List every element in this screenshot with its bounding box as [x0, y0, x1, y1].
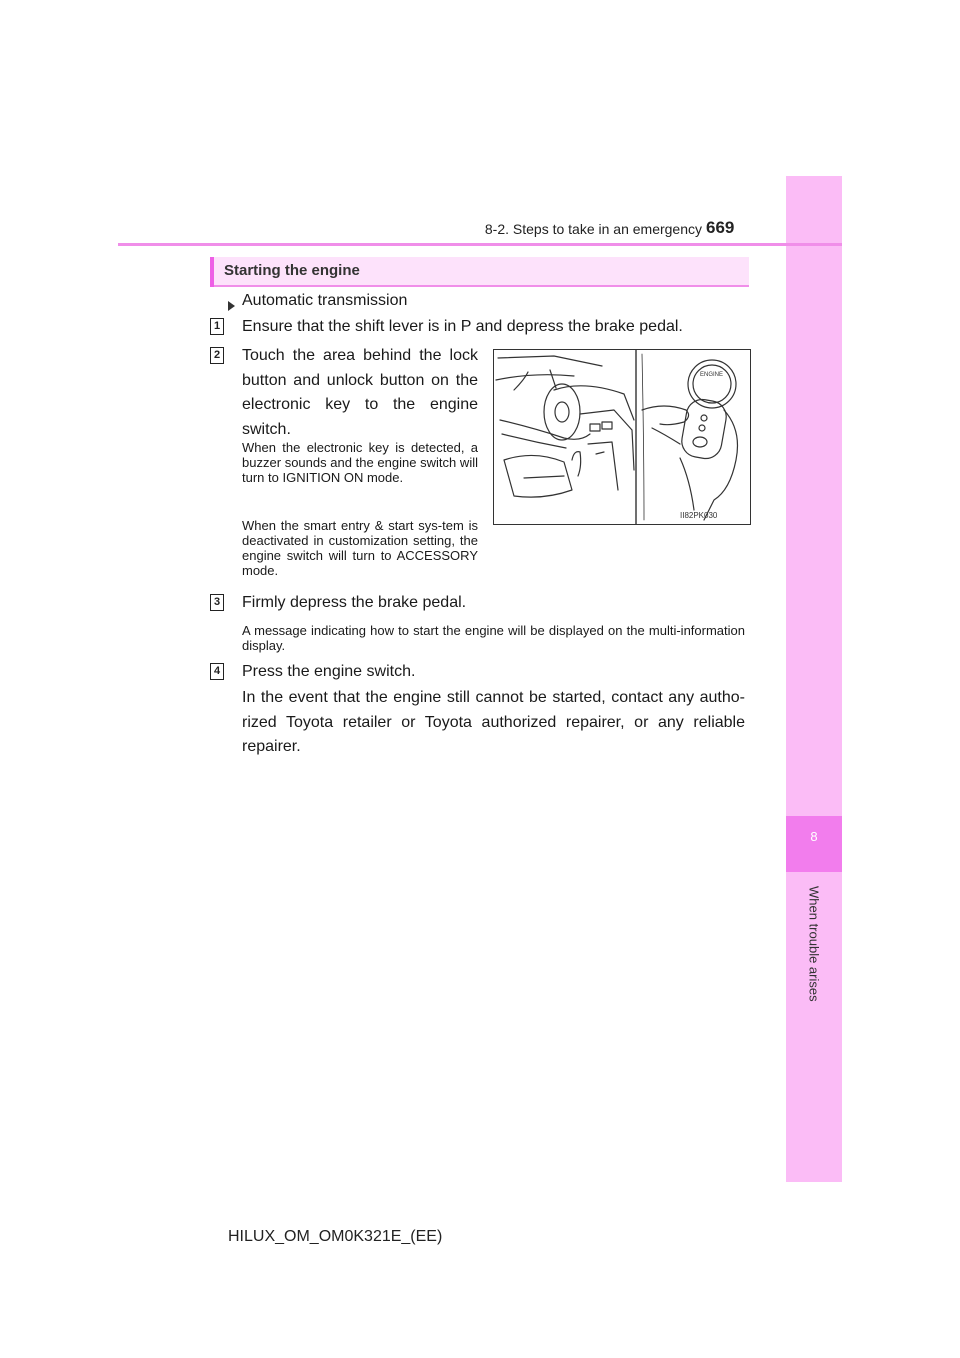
step-number-3: 3 — [210, 594, 224, 611]
key-to-engine-switch-drawing — [494, 350, 750, 524]
document-id: HILUX_OM_OM0K321E_(EE) — [228, 1228, 443, 1245]
subheading: Automatic transmission — [242, 292, 408, 309]
switch-label: ENGINE — [700, 372, 724, 378]
figure-code: II82PK030 — [680, 511, 718, 520]
chapter-number: 8 — [810, 829, 818, 844]
running-header: 8-2. Steps to take in an emergency — [484, 221, 702, 237]
step-1-text: Ensure that the shift lever is in P and depress the brake pedal. — [242, 318, 683, 335]
step-number-4: 4 — [210, 663, 224, 680]
step-4-text: Press the engine switch. — [242, 663, 416, 680]
step-number-2: 2 — [210, 347, 224, 364]
step-2-note-1: When the electronic key is detected, a buzzer sounds and the engine switch will turn to IGNITION ON mode. — [242, 440, 478, 485]
page-number: 669 — [706, 218, 735, 237]
step-number-1: 1 — [210, 318, 224, 335]
engine-start-illustration — [493, 349, 751, 525]
step-2-text: Touch the area behind the lock button and unlock button on the electronic key to the engine switch. — [242, 347, 478, 438]
chapter-tab-strip — [786, 176, 842, 1182]
section-title-accent — [210, 257, 214, 287]
chapter-title: When trouble arises — [806, 886, 822, 1002]
step-3-note: A message indicating how to start the engine will be displayed on the multi-information display. — [242, 623, 745, 653]
section-title: Starting the engine — [224, 262, 360, 279]
header-rule — [118, 243, 842, 246]
triangle-bullet-icon — [228, 301, 235, 311]
step-3-text: Firmly depress the brake pedal. — [242, 594, 467, 611]
chapter-number-box — [786, 816, 842, 872]
closing-paragraph: In the event that the engine still cannot be started, contact any autho-rized Toyota retailer or Toyota authorized repairer, or any reliable repairer. — [242, 689, 745, 755]
step-2-note-2: When the smart entry & start sys-tem is deactivated in customization setting, the engine switch will turn to ACCESSORY mode. — [242, 518, 478, 578]
